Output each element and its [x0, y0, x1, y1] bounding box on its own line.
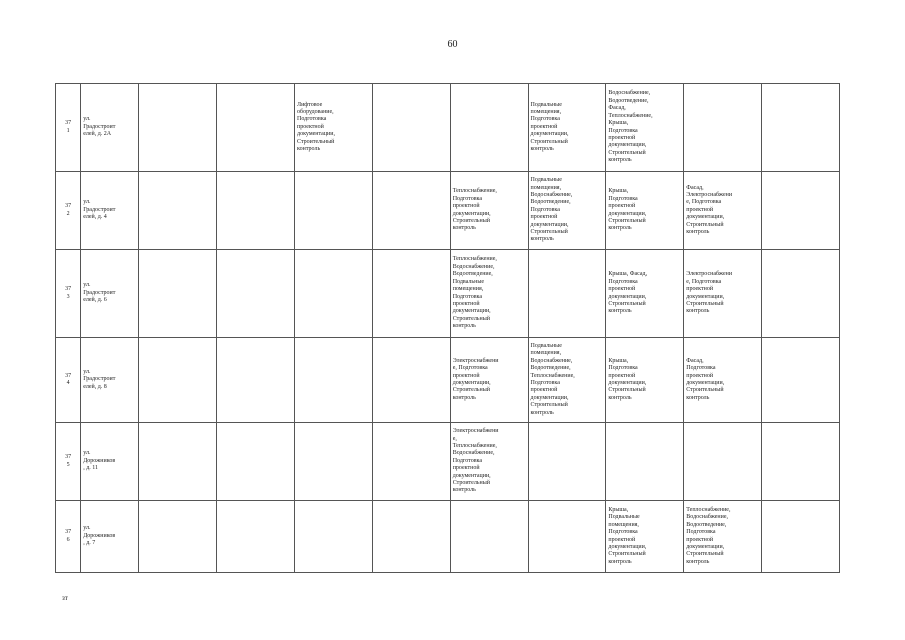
empty-cell — [139, 338, 217, 423]
empty-cell — [139, 172, 217, 250]
row-number: 37 2 — [56, 172, 81, 250]
work-cell — [295, 172, 373, 250]
empty-cell — [762, 501, 840, 573]
empty-cell — [217, 172, 295, 250]
work-cell: Теплоснабжение, Водоснабжение, Водоотведение, Подготовка проектной документации, Строительный контроль — [684, 501, 762, 573]
work-cell — [372, 501, 450, 573]
row-address: ул. Градостроит елей, д. 6 — [81, 250, 139, 338]
empty-cell — [762, 84, 840, 172]
footer-text: зт — [62, 594, 68, 602]
work-cell: Подвальные помещения, Водоснабжение, Водоотведение, Теплоснабжение, Подготовка проектной документации, Строительный контроль — [528, 338, 606, 423]
work-cell — [684, 423, 762, 501]
work-cell: Электроснабжени е, Подготовка проектной документации, Строительный контроль — [684, 250, 762, 338]
work-cell — [372, 423, 450, 501]
work-cell — [295, 338, 373, 423]
work-cell — [372, 338, 450, 423]
row-number: 37 3 — [56, 250, 81, 338]
empty-cell — [139, 84, 217, 172]
work-cell: Крыша, Подготовка проектной документации, Строительный контроль — [606, 338, 684, 423]
empty-cell — [217, 338, 295, 423]
work-cell — [528, 250, 606, 338]
empty-cell — [217, 423, 295, 501]
work-cell — [684, 84, 762, 172]
work-cell: Теплоснабжение, Подготовка проектной документации, Строительный контроль — [450, 172, 528, 250]
table-row — [56, 172, 840, 250]
empty-cell — [217, 501, 295, 573]
work-cell — [295, 501, 373, 573]
row-number: 37 6 — [56, 501, 81, 573]
empty-cell — [139, 250, 217, 338]
work-cell — [528, 501, 606, 573]
work-cell — [372, 172, 450, 250]
work-cell: Фасад, Электроснабжени е, Подготовка проектной документации, Строительный контроль — [684, 172, 762, 250]
row-address: ул. Дорожников , д. 11 — [81, 423, 139, 501]
work-cell: Крыша, Подвальные помещения, Подготовка проектной документации, Строительный контроль — [606, 501, 684, 573]
work-cell — [372, 84, 450, 172]
table-row — [56, 338, 840, 423]
work-cell — [450, 501, 528, 573]
work-cell: Водоснабжение, Водоотведение, Фасад, Теплоснабжение, Крыша, Подготовка проектной документации, Строительный контроль — [606, 84, 684, 172]
work-cell: Лифтовое оборудование, Подготовка проектной документации, Строительный контроль — [295, 84, 373, 172]
work-cell — [295, 423, 373, 501]
work-cell: Электроснабжени е, Теплоснабжение, Водоснабжение, Подготовка проектной документации, Строительный контроль — [450, 423, 528, 501]
repair-schedule-table — [55, 83, 840, 573]
table-row — [56, 250, 840, 338]
page-number: 60 — [447, 39, 458, 50]
table-row — [56, 84, 840, 172]
empty-cell — [139, 501, 217, 573]
work-cell: Крыша, Фасад, Подготовка проектной документации, Строительный контроль — [606, 250, 684, 338]
work-cell: Подвальные помещения, Водоснабжение, Водоотведение, Подготовка проектной документации, Строительный контроль — [528, 172, 606, 250]
row-address: ул. Градостроит елей, д. 4 — [81, 172, 139, 250]
row-address: ул. Дорожников , д. 7 — [81, 501, 139, 573]
empty-cell — [762, 423, 840, 501]
row-number: 37 5 — [56, 423, 81, 501]
work-cell: Теплоснабжение, Водоснабжение, Водоотведение, Подвальные помещения, Подготовка проектной документации, Строительный контроль — [450, 250, 528, 338]
work-cell: Электроснабжени е, Подготовка проектной документации, Строительный контроль — [450, 338, 528, 423]
empty-cell — [217, 250, 295, 338]
row-address: ул. Градостроит елей, д. 8 — [81, 338, 139, 423]
row-number: 37 1 — [56, 84, 81, 172]
empty-cell — [762, 250, 840, 338]
row-address: ул. Градостроит елей, д. 2А — [81, 84, 139, 172]
work-cell — [372, 250, 450, 338]
empty-cell — [762, 338, 840, 423]
empty-cell — [139, 423, 217, 501]
empty-cell — [217, 84, 295, 172]
work-cell — [528, 423, 606, 501]
work-cell — [295, 250, 373, 338]
work-cell: Фасад, Подготовка проектной документации, Строительный контроль — [684, 338, 762, 423]
table-row — [56, 501, 840, 573]
empty-cell — [762, 172, 840, 250]
work-cell: Крыша, Подготовка проектной документации, Строительный контроль — [606, 172, 684, 250]
table-row — [56, 423, 840, 501]
work-cell — [606, 423, 684, 501]
row-number: 37 4 — [56, 338, 81, 423]
work-cell — [450, 84, 528, 172]
work-cell: Подвальные помещения, Подготовка проектной документации, Строительный контроль — [528, 84, 606, 172]
